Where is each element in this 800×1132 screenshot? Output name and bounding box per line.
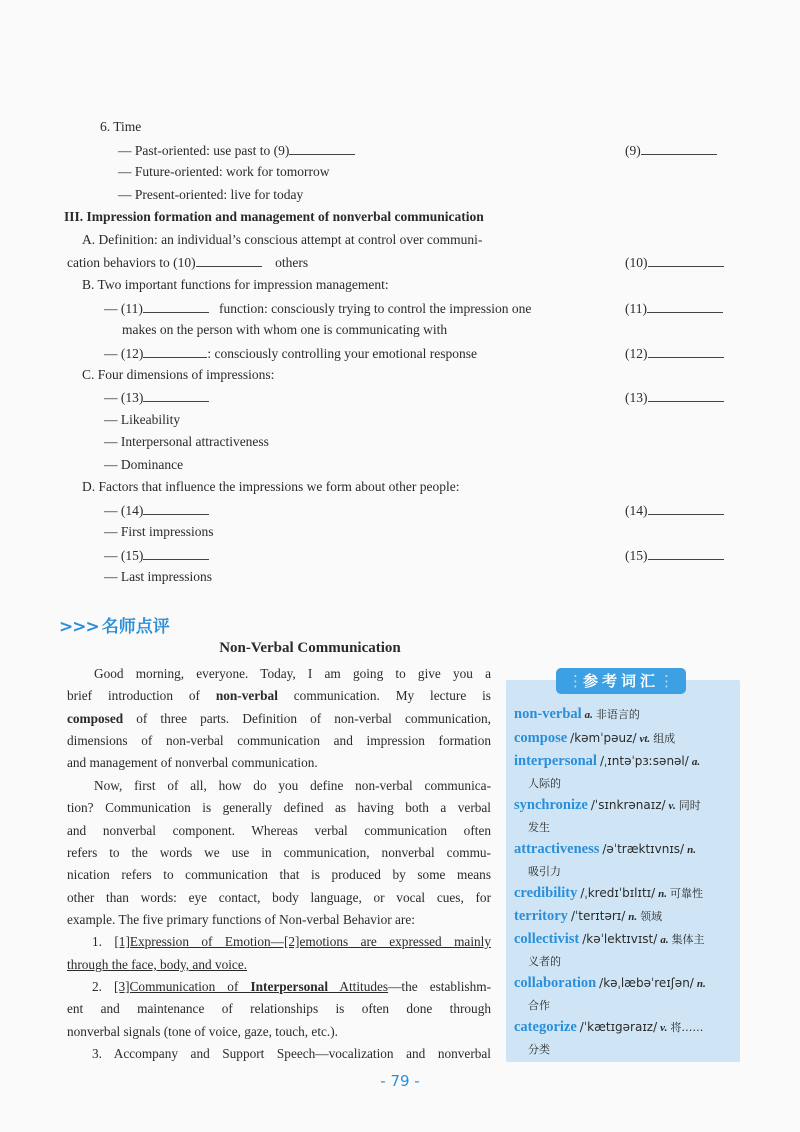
lecture-item2-line2: ent and maintenance of relationships is often done through bbox=[67, 1001, 491, 1016]
answer-blank-12[interactable] bbox=[648, 344, 724, 358]
outline-c2: — Likeability bbox=[104, 412, 181, 427]
answer-blank-15[interactable] bbox=[648, 546, 724, 560]
outline-d3: — (15) bbox=[104, 546, 209, 565]
vocab-item: attractiveness /əˈtræktɪvnɪs/ n. 吸引力 bbox=[514, 841, 696, 878]
vocab-item: credibility /ˌkredɪˈbɪlɪtɪ/ n. 可靠性 bbox=[514, 885, 704, 901]
outline-b1-line1: — (11) function: consciously trying to control the impression one bbox=[104, 301, 532, 316]
vocabulary-header: ⋮参考词汇⋮ bbox=[556, 668, 686, 694]
answer-blank-10[interactable] bbox=[648, 253, 724, 267]
answer-9: (9) bbox=[625, 141, 717, 160]
lecture-item2-line1: 2. [3]Communication of Interpersonal Attitudes—the establishm- bbox=[92, 979, 492, 994]
answer-blank-14[interactable] bbox=[648, 501, 724, 515]
vocab-item: categorize /ˈkætɪgəraɪz/ v. 将…… 分类 bbox=[514, 1019, 704, 1056]
answer-10: (10) bbox=[625, 253, 724, 272]
dotted-divider-icon: ⋮ bbox=[659, 672, 674, 690]
page-number: - 79 - bbox=[380, 1072, 420, 1090]
blank-13[interactable] bbox=[143, 388, 209, 402]
outline-b-heading: B. Two important functions for impression management: bbox=[82, 277, 389, 292]
blank-10[interactable] bbox=[196, 253, 262, 267]
outline-d1: — (14) bbox=[104, 501, 209, 520]
lecture-item2-line3: nonverbal signals (tone of voice, gaze, touch, etc.). bbox=[67, 1024, 339, 1039]
blank-11[interactable] bbox=[143, 299, 209, 313]
outline-future-item: — Future-oriented: work for tomorrow bbox=[118, 164, 330, 179]
lecture-p1-line1: Good morning, everyone. Today, I am going to give you a bbox=[94, 666, 491, 681]
lecture-item3-line1: 3. Accompany and Support Speech—vocalization and nonverbal bbox=[92, 1046, 491, 1061]
triple-chevron-icon: >>> bbox=[59, 617, 99, 637]
lecture-p2-line4: refers to the words we use in communication, nonverbal commu- bbox=[67, 845, 491, 860]
outline-d-heading: D. Factors that influence the impressions we form about other people: bbox=[82, 479, 460, 494]
outline-d2: — First impressions bbox=[104, 524, 214, 539]
answer-11: (11) bbox=[625, 299, 723, 318]
section-label: >>> 名师点评 bbox=[59, 617, 170, 637]
outline-past-item: — Past-oriented: use past to (9) bbox=[118, 141, 355, 160]
outline-b2: — (12) : consciously controlling your emotional response bbox=[104, 346, 477, 361]
answer-blank-13[interactable] bbox=[648, 388, 724, 402]
lecture-p1-line5: and management of nonverbal communication. bbox=[67, 755, 318, 770]
outline-present-item: — Present-oriented: live for today bbox=[118, 187, 304, 202]
blank-14[interactable] bbox=[143, 501, 209, 515]
answer-15: (15) bbox=[625, 546, 724, 565]
lecture-p2-line1: Now, first of all, how do you define non-verbal communica- bbox=[94, 778, 491, 793]
lecture-p2-line2: tion? Communication is generally defined as having both a verbal bbox=[67, 800, 491, 815]
lecture-p2-line5: nication refers to communication that is produced by some means bbox=[67, 867, 491, 882]
lecture-item1-line1: 1. [1]Expression of Emotion—[2]emotions are expressed mainly bbox=[92, 934, 491, 949]
dotted-divider-icon: ⋮ bbox=[567, 672, 583, 690]
outline-a-definition-line1: A. Definition: an individual’s conscious attempt at control over communi- bbox=[82, 232, 483, 247]
vocab-item: collectivist /kəˈlektɪvɪst/ a. 集体主 义者的 bbox=[514, 931, 705, 968]
lecture-p2-line7: example. The five primary functions of Non-verbal Behavior are: bbox=[67, 912, 415, 927]
outline-c3: — Interpersonal attractiveness bbox=[104, 434, 269, 449]
answer-blank-11[interactable] bbox=[647, 299, 723, 313]
vocab-item: synchronize /ˈsɪnkrənaɪz/ v. 同时 发生 bbox=[514, 797, 701, 834]
blank-15[interactable] bbox=[143, 546, 209, 560]
answer-13: (13) bbox=[625, 388, 724, 407]
outline-c1: — (13) bbox=[104, 388, 209, 407]
blank-9[interactable] bbox=[289, 141, 355, 155]
lecture-p1-line4: dimensions of non-verbal communication and impression formation bbox=[67, 733, 491, 748]
outline-time-heading: 6. Time bbox=[100, 119, 142, 134]
answer-12: (12) bbox=[625, 344, 724, 363]
vocab-item: collaboration /kəˌlæbəˈreɪʃən/ n. 合作 bbox=[514, 975, 706, 1012]
vocabulary-sidebar bbox=[506, 672, 740, 1062]
blank-12[interactable] bbox=[143, 344, 207, 358]
outline-d4: — Last impressions bbox=[104, 569, 212, 584]
outline-section-3-heading: III. Impression formation and management of nonverbal communication bbox=[64, 209, 484, 224]
vocab-item: interpersonal /ˌɪntəˈpɜːsənəl/ a. 人际的 bbox=[514, 753, 701, 790]
vocab-item: non-verbal a. 非语言的 bbox=[514, 706, 640, 722]
lecture-title: Non-Verbal Communication bbox=[219, 640, 401, 656]
answer-blank-9[interactable] bbox=[641, 141, 717, 155]
lecture-p2-line3: and nonverbal component. Whereas verbal communication often bbox=[67, 823, 491, 838]
vocab-item: territory /ˈterɪtərɪ/ n. 领域 bbox=[514, 908, 663, 924]
answer-14: (14) bbox=[625, 501, 724, 520]
outline-b1-line2: makes on the person with whom one is communicating with bbox=[122, 322, 448, 337]
outline-a-definition-line2: cation behaviors to (10) others bbox=[67, 255, 309, 270]
outline-c4: — Dominance bbox=[104, 457, 184, 472]
outline-c-heading: C. Four dimensions of impressions: bbox=[82, 367, 275, 382]
lecture-item1-line2: through the face, body, and voice. bbox=[67, 957, 248, 972]
lecture-p2-line6: other than words: eye contact, body language, or vocal cues, for bbox=[67, 890, 491, 905]
lecture-p1-line3: composed of three parts. Definition of non-verbal communication, bbox=[67, 711, 491, 726]
vocab-item: compose /kəmˈpəuz/ vt. 组成 bbox=[514, 730, 676, 746]
lecture-p1-line2: brief introduction of non-verbal communication. My lecture is bbox=[67, 688, 491, 703]
